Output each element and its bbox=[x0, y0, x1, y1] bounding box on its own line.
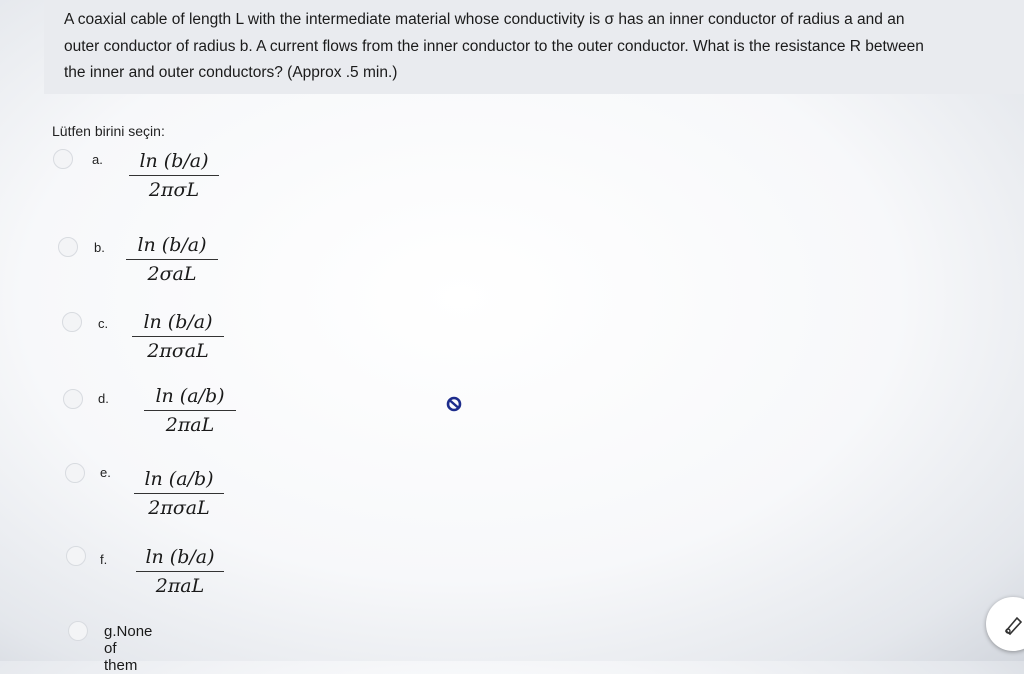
option-a-letter: a. bbox=[92, 152, 103, 167]
option-b-numerator: ln (b/a) bbox=[126, 234, 218, 260]
option-d-denominator: 2πaL bbox=[165, 414, 215, 436]
option-f-numerator: ln (b/a) bbox=[136, 546, 224, 572]
option-e-radio[interactable] bbox=[65, 463, 85, 483]
option-a-formula bbox=[129, 150, 219, 201]
option-f-letter: f. bbox=[100, 552, 108, 567]
option-b-formula bbox=[126, 234, 218, 285]
option-c-letter: c. bbox=[98, 316, 109, 331]
option-f-formula bbox=[136, 546, 224, 597]
option-c-formula bbox=[132, 311, 224, 362]
question-line-1: A coaxial cable of length L with the intermediate material whose conductivity is σ has an inner conductor of radius a and an bbox=[64, 11, 905, 28]
option-b-radio[interactable] bbox=[58, 237, 78, 257]
option-c-numerator: ln (b/a) bbox=[132, 311, 224, 337]
option-d-formula bbox=[144, 385, 236, 436]
option-e-denominator: 2πσaL bbox=[148, 497, 210, 519]
option-e-numerator: ln (a/b) bbox=[134, 468, 224, 494]
option-d-radio[interactable] bbox=[63, 389, 83, 409]
option-a-radio[interactable] bbox=[53, 149, 73, 169]
pen-icon bbox=[998, 609, 1024, 639]
option-e-formula bbox=[134, 468, 224, 519]
option-b-letter: b. bbox=[94, 240, 105, 255]
option-a-numerator: ln (b/a) bbox=[129, 150, 219, 176]
option-e-letter: e. bbox=[100, 465, 111, 480]
option-g-label bbox=[104, 623, 152, 674]
option-g-text: None of them bbox=[104, 623, 153, 674]
option-c-denominator: 2πσaL bbox=[147, 340, 209, 362]
question-box bbox=[44, 0, 1024, 94]
option-f-denominator: 2πaL bbox=[155, 575, 205, 597]
option-g-letter: g. bbox=[104, 623, 117, 640]
question-line-2: outer conductor of radius b. A current flows from the inner conductor to the outer conductor. What is the resistance R between bbox=[64, 38, 924, 55]
option-b-denominator: 2σaL bbox=[147, 263, 197, 285]
option-a-denominator: 2πσL bbox=[148, 179, 200, 201]
option-d-letter: d. bbox=[98, 391, 109, 406]
option-d-numerator: ln (a/b) bbox=[144, 385, 236, 411]
question-line-3: the inner and outer conductors? (Approx .5 min.) bbox=[64, 64, 398, 81]
option-g-radio[interactable] bbox=[68, 621, 88, 641]
select-prompt: Lütfen birini seçin: bbox=[52, 123, 165, 139]
option-f-radio[interactable] bbox=[66, 546, 86, 566]
edit-fab-button[interactable] bbox=[986, 597, 1024, 651]
flag-icon[interactable] bbox=[446, 396, 462, 417]
option-c-radio[interactable] bbox=[62, 312, 82, 332]
